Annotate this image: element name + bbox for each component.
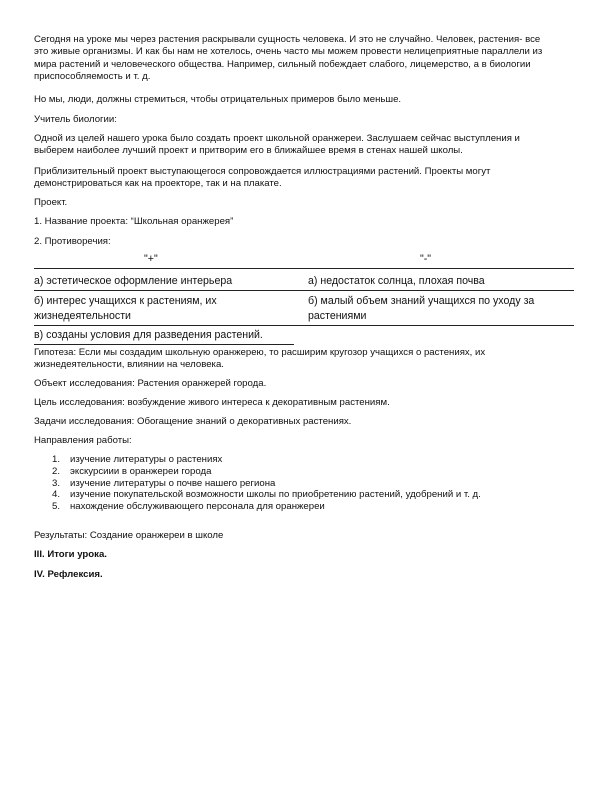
minus-item-a: а) недостаток солнца, плохая почва xyxy=(308,275,485,287)
text-line: демонстрироваться как на проекторе, так и на плакате. xyxy=(34,178,282,190)
plus-item-a: а) эстетическое оформление интерьера xyxy=(34,275,233,287)
contradictions-table xyxy=(34,252,574,344)
list-text: экскурсиии в оранжереи города xyxy=(70,465,212,477)
list-item xyxy=(52,501,572,513)
list-number: 3. xyxy=(52,477,61,489)
text-line: Одной из целей нашего урока было создать проект школьной оранжереи. Заслушаем сейчас выступления и xyxy=(34,133,520,144)
plus-header: "+" xyxy=(144,253,158,265)
directions-list xyxy=(52,454,572,513)
section-heading-reflection: IV. Рефлексия. xyxy=(34,569,103,580)
intro-paragraph xyxy=(34,34,574,84)
table-rule xyxy=(34,268,574,269)
table-rule xyxy=(34,290,574,291)
directions-label: Направления работы: xyxy=(34,435,132,446)
table-rule xyxy=(34,325,574,326)
list-number: 1. xyxy=(52,454,61,465)
plus-item-b-line2: жизнедеятельности xyxy=(34,310,131,322)
list-text: изучение покупательской возможности школы по приобретению растений, удобрений и т. д. xyxy=(70,489,481,501)
plus-item-c: в) созданы условия для разведения растений. xyxy=(34,329,263,341)
list-number: 4. xyxy=(52,489,61,501)
list-item xyxy=(52,478,572,490)
plus-item-b-line1: б) интерес учащихся к растениям, их xyxy=(34,295,217,307)
text-line: жизнедеятельности, влиянии на человека. xyxy=(34,359,224,371)
text-line: это живые организмы. И как бы нам не хотелось, очень часто мы можем провести нелицеприятные параллели из xyxy=(34,46,543,58)
text-line: Сегодня на уроке мы через растения раскрывали сущность человека. И это не случайно. Человек, растения- все xyxy=(34,34,541,45)
text-line: приспособляемость и т. д. xyxy=(34,71,151,83)
research-goal: Цель исследования: возбуждение живого интереса к декоративным растениям. xyxy=(34,397,390,408)
paragraph-fewer-negatives: Но мы, люди, должны стремиться, чтобы отрицательных примеров было меньше. xyxy=(34,94,402,105)
project-name-item: 1. Название проекта: “Школьная оранжерея” xyxy=(34,216,234,227)
teacher-label: Учитель биологии: xyxy=(34,114,117,125)
research-tasks: Задачи исследования: Обогащение знаний о декоративных растениях. xyxy=(34,416,352,427)
project-goal-paragraph xyxy=(34,133,574,158)
research-object: Объект исследования: Растения оранжерей города. xyxy=(34,378,267,389)
text-line: мира растений и человеческого общества. Например, сильный побеждает слабого, лицемерство, а в биологии xyxy=(34,58,531,70)
text-line: Приблизительный проект выступающегося сопровождается иллюстрациями растений. Проекты могут xyxy=(34,166,491,177)
list-text: изучение литературы о почве нашего региона xyxy=(70,477,276,489)
project-label: Проект. xyxy=(34,197,68,208)
list-text: нахождение обслуживающего персонала для оранжереи xyxy=(70,501,325,513)
minus-header: "-" xyxy=(420,253,432,265)
list-number: 2. xyxy=(52,465,61,477)
minus-item-b-line1: б) малый объем знаний учащихся по уходу за xyxy=(308,295,535,307)
list-text: изучение литературы о растениях xyxy=(70,454,223,465)
list-number: 5. xyxy=(52,501,61,513)
contradictions-item: 2. Противоречия: xyxy=(34,236,111,247)
section-heading-summary: III. Итоги урока. xyxy=(34,549,107,560)
list-item xyxy=(52,454,572,466)
table-rule xyxy=(34,344,294,345)
hypothesis-paragraph xyxy=(34,347,574,372)
list-item xyxy=(52,489,572,501)
project-illustration-paragraph xyxy=(34,166,574,191)
text-line: выберем наиболее лучший проект и притворим его в ближайшее время в стенах нашей школы. xyxy=(34,145,463,157)
text-line: Гипотеза: Если мы создадим школьную оранжерею, то расширим кругозор учащихся о растениях, их xyxy=(34,347,486,358)
minus-item-b-line2: растениями xyxy=(308,310,367,322)
results-line: Результаты: Создание оранжереи в школе xyxy=(34,530,224,541)
list-item xyxy=(52,466,572,478)
